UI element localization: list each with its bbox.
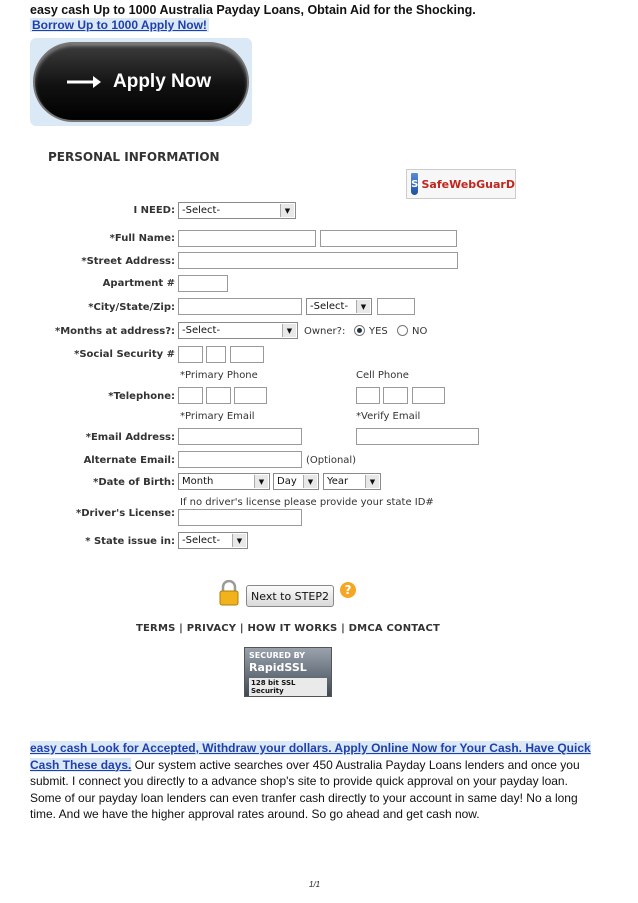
optional-note: (Optional) xyxy=(306,455,357,466)
owner-no-radio[interactable] xyxy=(397,325,408,336)
chevron-down-icon: ▼ xyxy=(356,300,370,313)
shield-icon: S xyxy=(411,173,418,195)
verify-email-input[interactable] xyxy=(356,428,479,445)
label-alt-email: Alternate Email: xyxy=(83,455,175,466)
apply-now-label: Apply Now xyxy=(113,71,212,92)
label-state-issue: * State issue in: xyxy=(85,536,175,547)
borrow-link[interactable]: Borrow Up to 1000 Apply Now! xyxy=(32,18,207,32)
article-paragraph xyxy=(30,740,596,823)
cell-phone-prefix-input[interactable] xyxy=(383,387,408,404)
chevron-down-icon: ▼ xyxy=(303,475,317,488)
months-select[interactable] xyxy=(178,322,298,339)
primary-phone-note: *Primary Phone xyxy=(180,370,258,381)
dob-day-select[interactable] xyxy=(273,473,319,490)
state-value: -Select- xyxy=(310,301,349,312)
owner-no-label: NO xyxy=(412,326,428,337)
arrow-right-icon xyxy=(67,76,101,88)
verify-email-note: *Verify Email xyxy=(356,411,421,422)
city-input[interactable] xyxy=(178,298,302,315)
email-input[interactable] xyxy=(178,428,302,445)
article-body: Our system active searches over 450 Australia Payday Loans lenders and once you submit. I connect you directly to a advance shop's site to provide quick approval on your payday loan. Some of our payday loan lenders can even tranfer cash directly to your account in same day! No a long time. And we have the higher approval rates around. So go ahead and get cash now. xyxy=(30,757,580,821)
last-name-input[interactable] xyxy=(320,230,457,247)
safewebguard-badge xyxy=(406,169,516,199)
page-title: easy cash Up to 1000 Australia Payday Loans, Obtain Aid for the Shocking. xyxy=(30,3,476,17)
ssn-part1-input[interactable] xyxy=(178,346,203,363)
ssl-brand: RapidSSL xyxy=(249,661,307,674)
label-dob: *Date of Birth: xyxy=(93,477,175,488)
cell-phone-area-input[interactable] xyxy=(356,387,380,404)
license-input[interactable] xyxy=(178,509,302,526)
chevron-down-icon: ▼ xyxy=(232,534,246,547)
next-step-button[interactable]: Next to STEP2 xyxy=(246,585,334,607)
dob-year-select[interactable] xyxy=(323,473,381,490)
primary-phone-prefix-input[interactable] xyxy=(206,387,231,404)
cell-phone-note: Cell Phone xyxy=(356,370,409,381)
badge-label: SafeWebGuarD xyxy=(421,177,515,191)
help-icon[interactable]: ? xyxy=(340,582,356,598)
rapidssl-seal xyxy=(244,647,332,697)
dob-month-value: Month xyxy=(182,476,214,487)
label-telephone: *Telephone: xyxy=(108,391,175,402)
section-title: PERSONAL INFORMATION xyxy=(48,150,220,164)
first-name-input[interactable] xyxy=(178,230,316,247)
label-months: *Months at address?: xyxy=(55,326,175,337)
state-issue-value: -Select- xyxy=(182,535,221,546)
label-email: *Email Address: xyxy=(85,432,175,443)
page-number: 1/1 xyxy=(309,880,321,889)
owner-yes-label: YES xyxy=(369,326,388,337)
primary-phone-line-input[interactable] xyxy=(234,387,267,404)
chevron-down-icon: ▼ xyxy=(282,324,296,337)
months-value: -Select- xyxy=(182,325,221,336)
ssl-top-text: SECURED BY xyxy=(249,651,306,660)
i-need-value: -Select- xyxy=(182,205,221,216)
label-full-name: *Full Name: xyxy=(109,233,175,244)
i-need-select[interactable] xyxy=(178,202,296,219)
label-ssn: *Social Security # xyxy=(74,349,175,360)
zip-input[interactable] xyxy=(377,298,415,315)
label-street: *Street Address: xyxy=(81,256,175,267)
article-lead-link[interactable]: easy cash Look for Accepted, Withdraw your dollars. Apply Online Now for Your Cash. Have Quick Cash These days. xyxy=(30,741,591,772)
footer-links[interactable]: TERMS | PRIVACY | HOW IT WORKS | DMCA CONTACT xyxy=(136,623,441,634)
dob-year-value: Year xyxy=(327,476,349,487)
apply-banner xyxy=(30,38,252,126)
ssl-bottom-text: 128 bit SSL Security xyxy=(249,678,327,696)
ssn-part3-input[interactable] xyxy=(230,346,264,363)
ssn-part2-input[interactable] xyxy=(206,346,226,363)
primary-email-note: *Primary Email xyxy=(180,411,255,422)
label-city: *City/State/Zip: xyxy=(88,302,175,313)
lock-icon xyxy=(219,580,239,610)
apartment-input[interactable] xyxy=(178,275,228,292)
state-issue-select[interactable] xyxy=(178,532,248,549)
alternate-email-input[interactable] xyxy=(178,451,302,468)
chevron-down-icon: ▼ xyxy=(280,204,294,217)
owner-label: Owner?: xyxy=(304,326,346,337)
label-apartment: Apartment # xyxy=(102,278,175,289)
dob-month-select[interactable] xyxy=(178,473,270,490)
state-select[interactable] xyxy=(306,298,372,315)
cell-phone-line-input[interactable] xyxy=(412,387,445,404)
chevron-down-icon: ▼ xyxy=(254,475,268,488)
label-i-need: I NEED: xyxy=(133,205,175,216)
chevron-down-icon: ▼ xyxy=(365,475,379,488)
street-address-input[interactable] xyxy=(178,252,458,269)
apply-now-button[interactable] xyxy=(33,42,249,122)
license-hint-note: If no driver's license please provide your state ID# xyxy=(180,497,434,508)
dob-day-value: Day xyxy=(277,476,297,487)
owner-yes-radio[interactable] xyxy=(354,325,365,336)
primary-phone-area-input[interactable] xyxy=(178,387,203,404)
label-license: *Driver's License: xyxy=(76,508,175,519)
